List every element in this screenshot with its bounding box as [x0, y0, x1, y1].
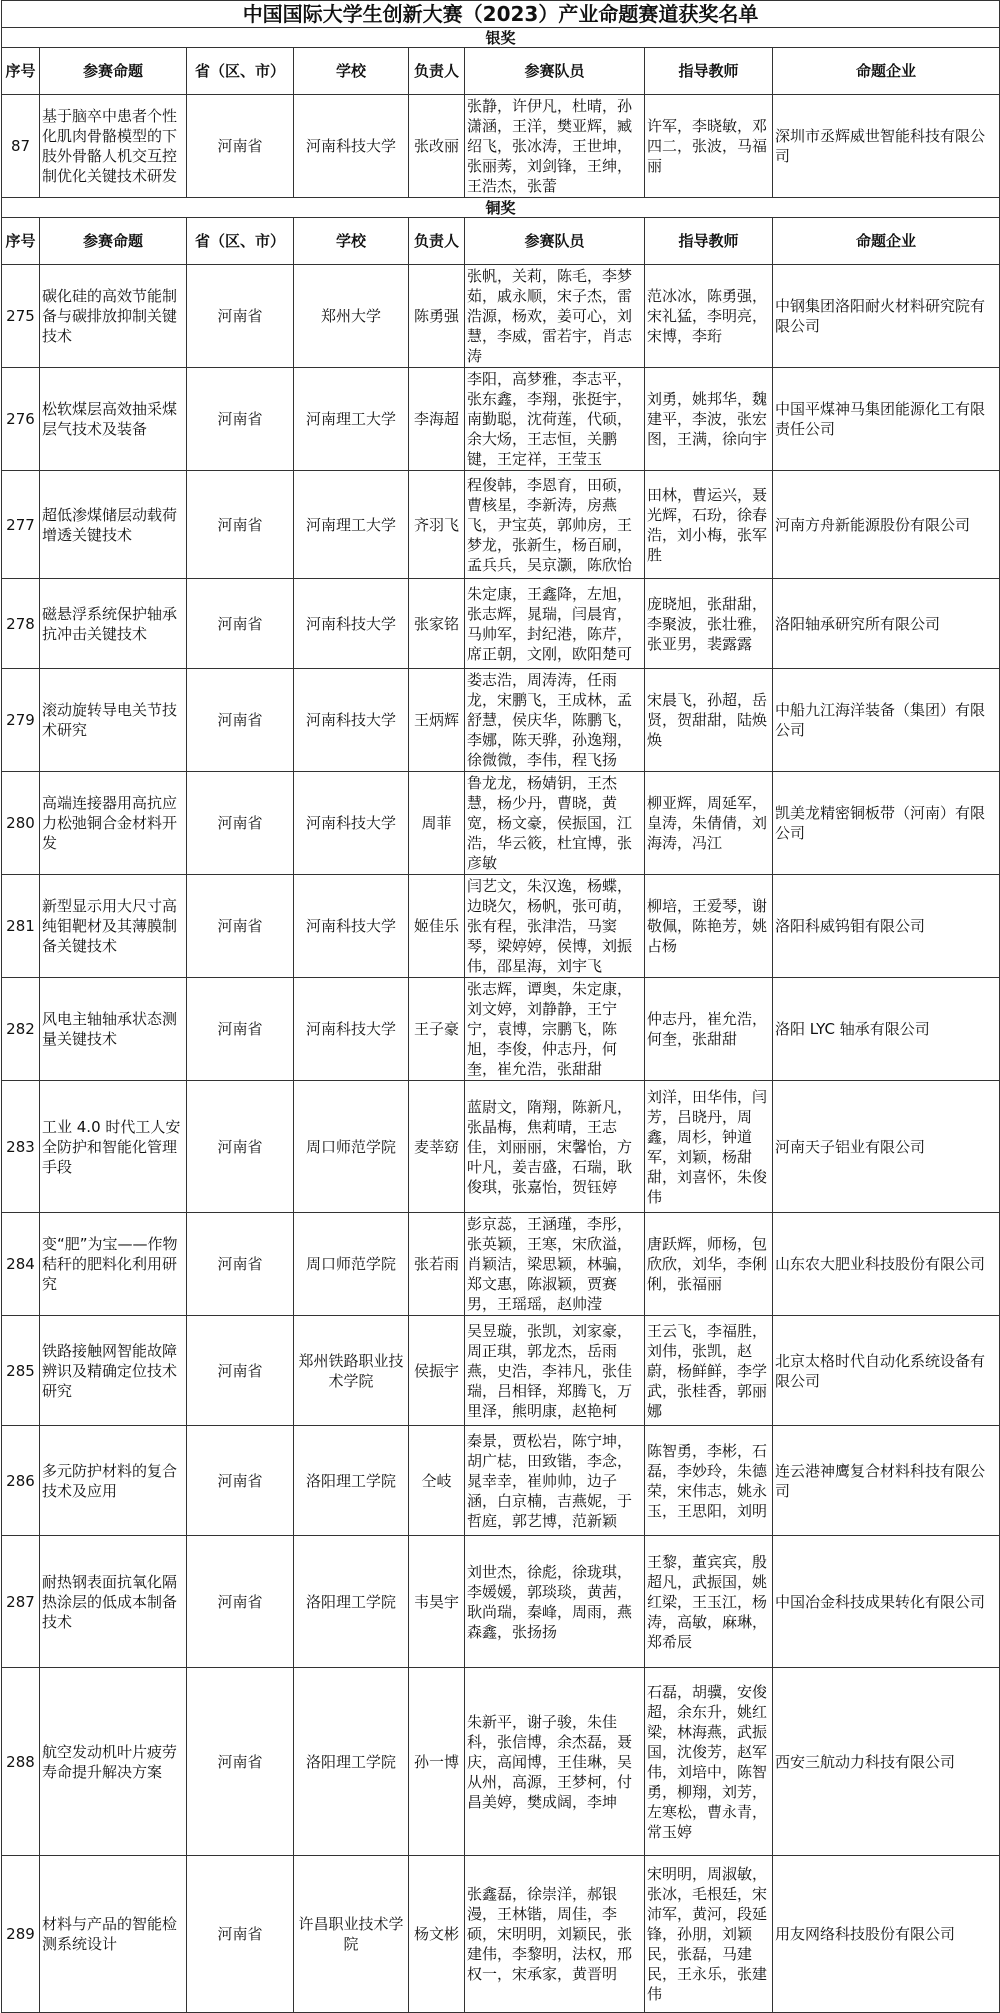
- cell-no: 286: [2, 1426, 40, 1536]
- cell-leader: 张若雨: [409, 1213, 465, 1316]
- table-row: [2, 1856, 1000, 2013]
- cell-advisors: 唐跃辉，师杨，包欣欣，刘华，李俐俐，张福丽: [645, 1213, 773, 1316]
- cell-advisors: 刘洋，田华伟，闫芳，吕晓丹，周鑫，周杉，钟道军，刘颖，杨甜甜，刘喜怀，朱俊伟: [645, 1081, 773, 1213]
- cell-no: 281: [2, 875, 40, 978]
- cell-leader: 王炳辉: [409, 669, 465, 772]
- cell-province: 河南省: [187, 1668, 294, 1856]
- cell-advisors: 范冰冰，陈勇强，宋礼猛，李明亮，宋博，李珩: [645, 265, 773, 368]
- cell-advisors: 仲志丹，崔允浩，何奎，张甜甜: [645, 978, 773, 1081]
- cell-province: 河南省: [187, 1426, 294, 1536]
- cell-members: 鲁龙龙，杨婧钥，王杰慧，杨少丹，曹晓，黄宽，杨文豪，侯振国，江浩，华云筱，杜宜博，张彦敏: [465, 772, 645, 875]
- cell-no: 284: [2, 1213, 40, 1316]
- cell-company: 中国冶金科技成果转化有限公司: [773, 1536, 1000, 1668]
- cell-members: 蓝尉文，隋翔，陈新凡，张晶梅，焦莉晴，王志佳，刘丽丽，宋馨怡，方叶凡，姜吉盛，石瑞，耿俊琪，张嘉怡，贺钰婷: [465, 1081, 645, 1213]
- cell-advisors: 王黎，董宾宾，殷超凡，武振国，姚红梁，王玉江，杨涛，高敏，麻琳，郑希辰: [645, 1536, 773, 1668]
- table-row: [2, 772, 1000, 875]
- cell-school: 河南科技大学: [294, 669, 409, 772]
- cell-members: 张静，许伊凡，杜晴，孙潇涵，王洋，樊亚辉，臧绍飞，张冰涛，王世坤，张丽莠，刘剑锋，王绅，王浩杰，张蕾: [465, 95, 645, 198]
- cell-school: 河南理工大学: [294, 471, 409, 579]
- cell-leader: 齐羽飞: [409, 471, 465, 579]
- section-bronze-label: 铜奖: [2, 198, 1000, 218]
- cell-province: 河南省: [187, 1316, 294, 1426]
- award-table: [1, 0, 1000, 2013]
- cell-advisors: 石磊，胡骥，安俊超，余东升，姚红梁，林海燕，武振国，沈俊芳，赵军伟，刘培中，陈智勇，柳翔，刘芳，左寒松，曹永青，常玉婷: [645, 1668, 773, 1856]
- cell-province: 河南省: [187, 471, 294, 579]
- cell-leader: 麦莘窈: [409, 1081, 465, 1213]
- cell-leader: 王子豪: [409, 978, 465, 1081]
- cell-leader: 陈勇强: [409, 265, 465, 368]
- col-header-province: 省（区、市）: [187, 48, 294, 95]
- cell-province: 河南省: [187, 368, 294, 471]
- cell-school: 河南科技大学: [294, 95, 409, 198]
- col-header-school: 学校: [294, 218, 409, 265]
- cell-province: 河南省: [187, 579, 294, 669]
- table-row: [2, 1081, 1000, 1213]
- cell-topic: 高端连接器用高抗应力松弛铜合金材料开发: [40, 772, 187, 875]
- cell-leader: 张家铭: [409, 579, 465, 669]
- col-header-leader: 负责人: [409, 48, 465, 95]
- cell-no: 285: [2, 1316, 40, 1426]
- cell-members: 张鑫磊，徐崇洋，郝银漫，王林锴，周佳，李硕，宋明明，刘颖民，张建伟，李黎明，法权，邢权一，宋承家，黄晋明: [465, 1856, 645, 2013]
- cell-topic: 碳化硅的高效节能制备与碳排放抑制关键技术: [40, 265, 187, 368]
- cell-no: 283: [2, 1081, 40, 1213]
- col-header-advisors: 指导教师: [645, 218, 773, 265]
- cell-no: 289: [2, 1856, 40, 2013]
- cell-no: 278: [2, 579, 40, 669]
- col-header-province: 省（区、市）: [187, 218, 294, 265]
- cell-members: 彭京蕊，王涵瑾，李彤，张英颖，王寒，宋欣溢，肖颖洁，梁思颖，林骗，郑文惠，陈淑颖，贾赛男，王瑶瑶，赵帅滢: [465, 1213, 645, 1316]
- cell-no: 280: [2, 772, 40, 875]
- col-header-leader: 负责人: [409, 218, 465, 265]
- cell-topic: 铁路接触网智能故障辨识及精确定位技术研究: [40, 1316, 187, 1426]
- table-row: [2, 978, 1000, 1081]
- cell-no: 275: [2, 265, 40, 368]
- cell-no: 288: [2, 1668, 40, 1856]
- cell-leader: 杨文彬: [409, 1856, 465, 2013]
- table-row: [2, 669, 1000, 772]
- col-header-members: 参赛队员: [465, 218, 645, 265]
- cell-topic: 多元防护材料的复合技术及应用: [40, 1426, 187, 1536]
- cell-province: 河南省: [187, 95, 294, 198]
- cell-advisors: 刘勇，姚邦华，魏建平，李波，张宏图，王满，徐向宇: [645, 368, 773, 471]
- cell-leader: 周菲: [409, 772, 465, 875]
- table-row: [2, 1426, 1000, 1536]
- table-row: [2, 265, 1000, 368]
- col-header-no: 序号: [2, 48, 40, 95]
- cell-advisors: 许军，李晓敏，邓四二，张波，马福丽: [645, 95, 773, 198]
- cell-advisors: 宋晨飞，孙超，岳贤，贺甜甜，陆焕焕: [645, 669, 773, 772]
- cell-school: 河南科技大学: [294, 978, 409, 1081]
- cell-topic: 航空发动机叶片疲劳寿命提升解决方案: [40, 1668, 187, 1856]
- cell-members: 刘世杰，徐彪，徐珑琪，李媛媛，郭琰琰，黄茜，耿尚瑞，秦峰，周雨，燕森鑫，张扬扬: [465, 1536, 645, 1668]
- col-header-advisors: 指导教师: [645, 48, 773, 95]
- header-row-bronze: [2, 218, 1000, 265]
- col-header-company: 命题企业: [773, 48, 1000, 95]
- cell-school: 河南理工大学: [294, 368, 409, 471]
- cell-province: 河南省: [187, 1856, 294, 2013]
- cell-province: 河南省: [187, 1536, 294, 1668]
- cell-topic: 变“肥”为宝——作物秸秆的肥料化利用研究: [40, 1213, 187, 1316]
- cell-members: 李阳，高梦雅，李志平，张东鑫，李翔，张挺宇，南勤聪，沈荷莲，代硕，余大炀，王志恒，关鹏键，王定祥，王莹玉: [465, 368, 645, 471]
- cell-school: 河南科技大学: [294, 875, 409, 978]
- cell-school: 河南科技大学: [294, 772, 409, 875]
- cell-topic: 耐热钢表面抗氧化隔热涂层的低成本制备技术: [40, 1536, 187, 1668]
- cell-school: 许昌职业技术学院: [294, 1856, 409, 2013]
- cell-topic: 磁悬浮系统保护轴承抗冲击关键技术: [40, 579, 187, 669]
- cell-school: 洛阳理工学院: [294, 1536, 409, 1668]
- cell-company: 西安三航动力科技有限公司: [773, 1668, 1000, 1856]
- cell-leader: 张改丽: [409, 95, 465, 198]
- cell-province: 河南省: [187, 1081, 294, 1213]
- cell-members: 朱定康，王鑫降，左旭，张志辉，晁瑞，闫晨宵，马帅军，封纪港，陈芹，席正朝，文刚，欧阳楚可: [465, 579, 645, 669]
- cell-advisors: 柳培，王爱琴，谢敬佩，陈艳芳，姚占杨: [645, 875, 773, 978]
- cell-no: 279: [2, 669, 40, 772]
- cell-province: 河南省: [187, 772, 294, 875]
- cell-province: 河南省: [187, 669, 294, 772]
- cell-company: 凯美龙精密铜板带（河南）有限公司: [773, 772, 1000, 875]
- cell-members: 张志辉，谭奥，朱定康，刘文婷，刘静静，王宁宁，袁博，宗鹏飞，陈旭，李俊，仲志丹，何奎，崔允浩，张甜甜: [465, 978, 645, 1081]
- cell-school: 周口师范学院: [294, 1081, 409, 1213]
- cell-company: 河南方舟新能源股份有限公司: [773, 471, 1000, 579]
- cell-topic: 工业 4.0 时代工人安全防护和智能化管理手段: [40, 1081, 187, 1213]
- cell-company: 河南天子铝业有限公司: [773, 1081, 1000, 1213]
- cell-school: 郑州铁路职业技术学院: [294, 1316, 409, 1426]
- col-header-company: 命题企业: [773, 218, 1000, 265]
- cell-topic: 松软煤层高效抽采煤层气技术及装备: [40, 368, 187, 471]
- cell-school: 洛阳理工学院: [294, 1426, 409, 1536]
- cell-company: 连云港神鹰复合材料科技有限公司: [773, 1426, 1000, 1536]
- table-row: [2, 368, 1000, 471]
- cell-school: 周口师范学院: [294, 1213, 409, 1316]
- cell-leader: 李海超: [409, 368, 465, 471]
- header-row-silver: [2, 48, 1000, 95]
- cell-members: 吴昱璇，张凯，刘家豪，周正琪，郭龙杰，岳雨燕，史浩，李祎凡，张佳瑞，吕相铎，郑腾飞，万里泽，熊明康，赵艳柯: [465, 1316, 645, 1426]
- cell-school: 洛阳理工学院: [294, 1668, 409, 1856]
- cell-school: 郑州大学: [294, 265, 409, 368]
- cell-company: 洛阳 LYC 轴承有限公司: [773, 978, 1000, 1081]
- cell-members: 程俊韩，李恩育，田硕，曹核星，李新涛，房燕飞，尹宝英，郭帅房，王梦龙，张新生，杨百刷，孟兵兵，吴京灏，陈欣怡: [465, 471, 645, 579]
- table-row: [2, 471, 1000, 579]
- cell-company: 中钢集团洛阳耐火材料研究院有限公司: [773, 265, 1000, 368]
- cell-no: 277: [2, 471, 40, 579]
- cell-topic: 滚动旋转导电关节技术研究: [40, 669, 187, 772]
- col-header-members: 参赛队员: [465, 48, 645, 95]
- cell-members: 闫艺文，朱汉逸，杨蝶，边晓欠，杨帆，张可萌，张有程，张津浩，马窦琴，梁婷婷，侯博，刘振伟，邵星海，刘宇飞: [465, 875, 645, 978]
- cell-topic: 基于脑卒中患者个性化肌肉骨骼模型的下肢外骨骼人机交互控制优化关键技术研发: [40, 95, 187, 198]
- col-header-topic: 参赛命题: [40, 48, 187, 95]
- cell-school: 河南科技大学: [294, 579, 409, 669]
- cell-advisors: 田林，曹运兴，聂光辉，石玢，徐春浩，刘小梅，张军胜: [645, 471, 773, 579]
- cell-advisors: 陈智勇，李彬，石磊，李妙玲，朱德荣，宋伟志，姚永玉，王思阳，刘明: [645, 1426, 773, 1536]
- cell-province: 河南省: [187, 875, 294, 978]
- section-silver-label: 银奖: [2, 28, 1000, 48]
- table-row: [2, 1213, 1000, 1316]
- cell-topic: 材料与产品的智能检测系统设计: [40, 1856, 187, 2013]
- cell-members: 张帆，关莉，陈毛，李梦茹，戚永顺，宋子杰，雷浩源，杨欢，姜可心，刘慧，李威，雷若宇，肖志涛: [465, 265, 645, 368]
- cell-topic: 风电主轴轴承状态测量关键技术: [40, 978, 187, 1081]
- cell-leader: 仝岐: [409, 1426, 465, 1536]
- cell-leader: 侯振宇: [409, 1316, 465, 1426]
- cell-leader: 姬佳乐: [409, 875, 465, 978]
- cell-leader: 孙一博: [409, 1668, 465, 1856]
- col-header-no: 序号: [2, 218, 40, 265]
- table-row: [2, 1536, 1000, 1668]
- cell-company: 深圳市丞辉威世智能科技有限公司: [773, 95, 1000, 198]
- cell-members: 秦景，贾松岩，陈宁坤，胡广梽，田致锴，李念，晁幸幸，崔帅帅，边子涵，白京楠，吉燕妮，于哲庭，郭艺博，范新颖: [465, 1426, 645, 1536]
- col-header-topic: 参赛命题: [40, 218, 187, 265]
- cell-no: 287: [2, 1536, 40, 1668]
- table-row: [2, 95, 1000, 198]
- cell-company: 中船九江海洋装备（集团）有限公司: [773, 669, 1000, 772]
- table-row: [2, 1316, 1000, 1426]
- cell-no: 87: [2, 95, 40, 198]
- cell-province: 河南省: [187, 978, 294, 1081]
- cell-no: 276: [2, 368, 40, 471]
- table-row: [2, 875, 1000, 978]
- col-header-school: 学校: [294, 48, 409, 95]
- cell-members: 娄志浩，周涛涛，任雨龙，宋鹏飞，王成林，孟舒慧，侯庆华，陈鹏飞，李娜，陈天骅，孙逸翔，徐微微，李伟，程飞扬: [465, 669, 645, 772]
- cell-advisors: 王云飞，李福胜，刘伟，张凯，赵蔚，杨鲜鲜，李学武，张桂香，郭丽娜: [645, 1316, 773, 1426]
- cell-province: 河南省: [187, 1213, 294, 1316]
- cell-company: 洛阳轴承研究所有限公司: [773, 579, 1000, 669]
- cell-advisors: 柳亚辉，周延军，皇涛，朱倩倩，刘海涛，冯江: [645, 772, 773, 875]
- cell-advisors: 庞晓旭，张甜甜，李聚波，张壮雅，张亚男，裴露露: [645, 579, 773, 669]
- table-row: [2, 1668, 1000, 1856]
- cell-advisors: 宋明明，周淑敏，张冰，毛根廷，宋沛军，黄河，段延锋，孙朋，刘颖民，张磊，马建民，王永乐，张建伟: [645, 1856, 773, 2013]
- cell-company: 洛阳科威钨钼有限公司: [773, 875, 1000, 978]
- cell-no: 282: [2, 978, 40, 1081]
- cell-topic: 新型显示用大尺寸高纯钼靶材及其薄膜制备关键技术: [40, 875, 187, 978]
- cell-members: 朱新平，谢子骏，朱佳科，张信博，余杰磊，聂庆，高闻博，王佳琳，吴从州，高源，王梦柯，付昌美婷，樊成阔，李坤: [465, 1668, 645, 1856]
- cell-company: 中国平煤神马集团能源化工有限责任公司: [773, 368, 1000, 471]
- cell-company: 用友网络科技股份有限公司: [773, 1856, 1000, 2013]
- table-row: [2, 579, 1000, 669]
- page-title: 中国国际大学生创新大赛（2023）产业命题赛道获奖名单: [2, 1, 1000, 28]
- cell-leader: 韦昊宇: [409, 1536, 465, 1668]
- cell-topic: 超低渗煤储层动载荷增透关键技术: [40, 471, 187, 579]
- cell-province: 河南省: [187, 265, 294, 368]
- cell-company: 山东农大肥业科技股份有限公司: [773, 1213, 1000, 1316]
- cell-company: 北京太格时代自动化系统设备有限公司: [773, 1316, 1000, 1426]
